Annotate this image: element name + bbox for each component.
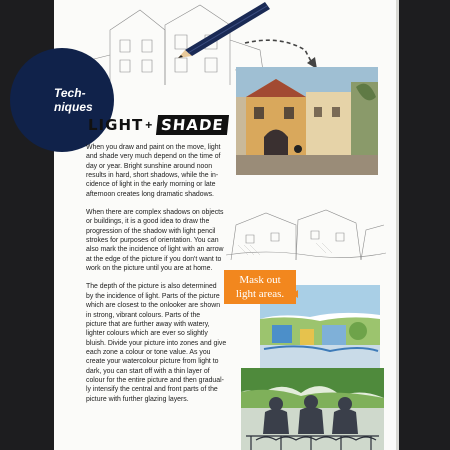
text-line: create your watercolour picture from light to <box>86 358 219 366</box>
callout-line2: light areas. <box>235 288 285 300</box>
badge-line2: niques <box>54 100 93 114</box>
text-line: lighter colours which are ever so slightly <box>86 330 208 338</box>
text-line: each zone a colour or tone value. As you <box>86 348 211 356</box>
text-line: by the incidence of light. Parts of the picture <box>86 292 220 300</box>
page-title <box>88 112 228 138</box>
text-line: or buildings, it is a good idea to draw the <box>86 218 210 226</box>
text-line: ly intensify the central and front parts of the <box>86 386 218 394</box>
paragraph-2 <box>86 208 224 273</box>
text-line: which are closest to the onlooker are shown <box>86 302 221 310</box>
text-line: and shade very much depend on the time of <box>86 153 221 161</box>
text-line: When there are complex shadows on objects <box>86 209 224 217</box>
shadow-sketch <box>226 205 386 265</box>
text-line: in strong, vibrant colours. Parts of the <box>86 311 201 319</box>
title-shade: SHADE <box>156 115 229 135</box>
callout-pointer-icon <box>282 282 302 300</box>
text-line: results in hard, short shadows, while the in- <box>86 172 219 180</box>
street-watercolor-image <box>236 67 378 175</box>
text-line: cidence of light in the early morning or late <box>86 181 216 189</box>
paragraph-3 <box>86 282 227 403</box>
body-text <box>86 143 227 413</box>
title-plus: + <box>145 118 153 132</box>
badge-line1: Tech- <box>54 86 86 100</box>
text-line: picture with further glazing layers. <box>86 395 189 403</box>
text-line: progression of the shadow with light pencil <box>86 227 216 235</box>
text-line: dark, you can start off with a thin layer of <box>86 367 210 375</box>
text-line: at the edge of the picture if you don't want to <box>86 255 222 263</box>
callout-line1: Mask out <box>239 274 281 286</box>
text-line: afternoon creates long dramatic shadows. <box>86 190 214 198</box>
title-light: LIGHT <box>88 116 144 134</box>
text-line: When you draw and paint on the move, light <box>86 144 221 151</box>
text-line: colour for the entire picture and then gradual- <box>86 376 224 384</box>
paragraph-1 <box>86 143 220 199</box>
text-line: strokes for purposes of orientation. You can <box>86 237 219 245</box>
text-line: day or year. Bright sunshine around noon <box>86 162 213 170</box>
text-line: work on the picture until you are at home. <box>86 265 213 273</box>
figures-watercolor-image <box>241 368 384 450</box>
text-line: picture that are further away with watery, <box>86 320 210 328</box>
text-line: The depth of the picture is also determined <box>86 283 217 291</box>
page-edge <box>396 0 399 450</box>
text-line: bluish. Divide your picture into zones and give <box>86 339 227 347</box>
text-line: also mark the incidence of light with an arrow <box>86 246 224 254</box>
